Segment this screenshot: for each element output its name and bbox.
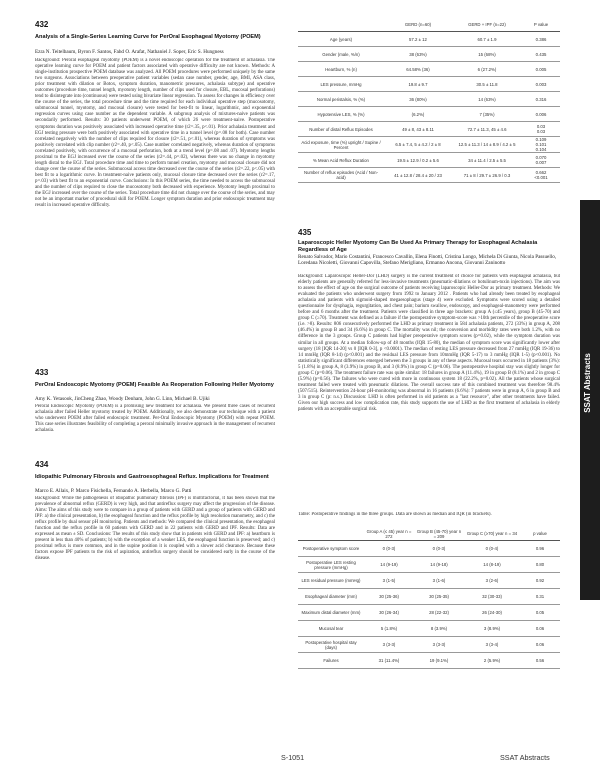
table-cell: 0.96 <box>520 541 560 557</box>
abstract-body-434: Background: While the pathogenesis of idiopathic pulmonary fibrosis (IPF) is multifactorial, it has been shown that the prevalence of abnormal reflux (GERD) is very high, and that antireflux surgery may affect the progression of the disease. Aims: The aims of this study were to compare in a group of patients with GERD and a group of patients with GERD and IPF: a) the clinical presentation, b) the esophageal function and the reflux profile by high resolution manometry, and c) the reflux profile by dual sensor pH monitoring. Patients and methods: We compared the clinical presentation, the esophageal function and the reflux profile in 60 patients with GERD and in 22 patients with GERD and IPF. Results: Data are expressed as mean ± SD. Conclusions: The results of this study show that in patients with GERD and IPF: a) heartburn is present in less than 40% of patients; b) with the exception of a weaker LES, the esophageal function is preserved; and c) proximal reflux is more common, and in the supine position it is coupled with a slower acid clearance. Because these factors expose IPF patients to the risk of aspiration, antireflux surgery should be considered early in the course of the disease. <box>35 496 275 562</box>
table-cell: 0.005 <box>522 62 560 77</box>
page-number: S-1051 <box>281 753 305 762</box>
table-row <box>298 77 560 92</box>
table-cell: 3 (8.9%) <box>464 621 520 637</box>
table-header-cell: Group C (≥70) year n = 34 <box>464 527 520 541</box>
table-cell: 0.05 <box>520 605 560 621</box>
table-row <box>298 137 560 153</box>
table-header-cell <box>298 18 384 32</box>
table-cell: 0.006 <box>522 107 560 122</box>
table-cell: 3 (1-6) <box>414 573 464 589</box>
table-cell: 0.06 <box>520 621 560 637</box>
table-cell: 38 (63%) <box>384 47 452 62</box>
table-cell: 0.435 <box>522 47 560 62</box>
table-cell: 6 (27.2%) <box>452 62 522 77</box>
table-cell: 3 (3-4) <box>464 637 520 653</box>
table-cell: Hypotensive LES, % (%) <box>298 107 384 122</box>
table-cell: 0.31 <box>520 589 560 605</box>
table-cell: 14 (9-18) <box>414 557 464 573</box>
abstract-authors-435: Renato Salvador, Mario Costantini, Francesco Cavallin, Elena Finotti, Cristina Longo, Michela Di Giunta, Nicola Passuello, Loredana Nicoletti, Giovanni Capovilla, Stefano Merigliano, Ermanno Ancona, Giovanni Zaninotto <box>298 254 557 267</box>
table-cell: 0.386 <box>522 32 560 47</box>
table-cell: % Mean Acid Reflux Duration <box>298 153 384 168</box>
table-cell: 5 (1.8%) <box>364 621 414 637</box>
table-cell: 3 (3-3) <box>364 637 414 653</box>
table-cell: 0.06 <box>520 637 560 653</box>
table-cell: 0.92 <box>520 573 560 589</box>
table-cell: 15 (68%) <box>452 47 522 62</box>
table-cell: 32 (30-33) <box>464 589 520 605</box>
table-row <box>298 621 560 637</box>
table-cell: 14 (63%) <box>452 92 522 107</box>
table-header-cell: Group A (≤ 45) year n = 272 <box>364 527 414 541</box>
table-cell: 57.2 ± 12 <box>384 32 452 47</box>
table-cell: 14 (8-19) <box>464 557 520 573</box>
table-cell: 60.7 ± 1.9 <box>452 32 522 47</box>
table-caption-435: Table: Postoperative findings in the three groups. Data are shown as median and IQR (in brackets). <box>298 512 492 517</box>
table-cell: 2 (5.9%) <box>464 653 520 669</box>
table-cell: 8 (3.9%) <box>414 621 464 637</box>
table-cell: 34 ± 11.4 / 2.5 ± 5.5 <box>452 153 522 168</box>
table-cell: LES pressure, mmHg <box>298 77 384 92</box>
abstract-body-433: Peroral Endoscopic Myotomy (POEM) is a promising new treatment for achalasia. We present three cases of recurrent achalasia after failed Heller myotomy treated by POEM. Additionally, we also demonstrate our technique with a patient who underwent POEM after failed endoscopic treatment. Per-Oral Endoscopic Myotomy (POEM) with repeat POEM. This case series illustrates feasibility of completing a peroral minimally invasive approach in the management of recurrent achalasia. <box>35 404 275 434</box>
table-cell: 0.80 <box>520 557 560 573</box>
table-cell: 0.003 <box>522 77 560 92</box>
table-cell: Postoperative hospital stay (days) <box>298 637 364 653</box>
table-row <box>298 605 560 621</box>
abstract-number-435: 435 <box>298 228 312 237</box>
table-cell: 30 (25-36) <box>364 589 414 605</box>
table-header-row <box>298 18 560 32</box>
abstract-number-434: 434 <box>35 460 49 469</box>
table-cell: 28 (22-32) <box>414 605 464 621</box>
abstract-title-432: Analysis of a Single-Series Learning Curve for PerOral Esophageal Myotomy (POEM) <box>35 34 261 40</box>
table-cell: 0.109 0.101 0.104 <box>522 137 560 153</box>
abstract-body-435: Background: Laparoscopic Heller-Dor (LHD) surgery is the current treatment of choice for patients with esophageal achalasia, but elderly patients are generally referred for less-invasive treatments (pneumatic-dilations or botulinum-toxin injections). The aim was to assess the effect of age on the surgical outcome of patients receiving laparoscopic Heller-Dor as primary treatment. Methods: We evaluated the patients who underwent surgery from 1992 to January 2012 . Patients who had already been treated by esophageal achalasia and patients with sigmoid-shaped megaesophagus (stage 4) were excluded. Symptoms were scored using a detailed questionnaire for dysphagia, regurgitation, and chest pain; barium swallow, endoscopy, and esophageal-manometry were performed before and 6 months after the treatment. Patients were classified in three age brackets: group A (≤45 years), group B (45-70) and group C (≥70). Treatment was defined as a failure if the postoperative symptom-score was >10th percentile of the preoperative score (i.e. >8). Results: 806 consecutively performed the LHD as primary treatment in 584 achalasia patients, 272 (33%) in group A, 208 (46.4%) in group B and 34 (6.6%) in group C. The mortality was nil; the conversion and morbidity rates were both 1.2%, with no difference in the 3 groups. Group C patients had higher preoperative symptom scores (p=0.02), while the symptom duration was similar in all groups. At a median follow-up of 48 months (IQR 15-80), the median of symptom score was significantly lower after surgery (18 [IQR 14-20] vs 0 [IQR 0-3], p <0.0001). The median of resting LES pressure decreased from 27 mmHg (IQR 19-36) to 14 mmHg (IQR 8-14) (p<0.001) and the residual LES pressure from 10mmHg (IQR 5-17) to 3 mmHg (IQR 1-5) (p<0.001). No statistically significant differences emerged between the 3 groups in any of these aspects. Mucosal tears occurred in 18 patients (3%): 5 (1.8%) in group A, 8 (3.9%) in group B, and 3 (8.9%) in group C (p=0.06). The postoperative hospital stay was slightly longer for group C (p=0.06). The treatment failure rate was quite similar: 18 failures in group A (11.4%), 19 in group B (8.1%) and 2 in group C (5.9%) (p=0.56). The failures who were cured with more in continuous system 18 (22.2%, p=0.02). All the patients whose surgical treatment failed were treated with pneumatic dilations. The overall success rate of this combined treatment was therefore 98.4% (507/515). Reintervention 24-hour pH-monitoring was abnormal in 16 patients (6.6%): 7 patients were in group A, 6 in group B and 3 in group C (p: n.s.) Discussion: LHD is often performed in old patients as a "last resource", after other treatments have failed. Given our high success and low complication rate, this study supports the use of LHD as the first treatment of achalasia in elderly patients with an acceptable surgical risk. <box>298 274 560 413</box>
table-header-cell <box>298 527 364 541</box>
table-cell: 36 (80%) <box>384 92 452 107</box>
table-header-cell: Group B (45-70) year n = 209 <box>414 527 464 541</box>
table-cell: Acid exposure, time (%) upright / Supine / Percent <box>298 137 384 153</box>
table-cell: 72.7 ± 11.3, 45 ± 4.6 <box>452 122 522 137</box>
table-cell: 49 ± 8, 43 ± 8.11 <box>384 122 452 137</box>
table-header-cell: p value <box>520 527 560 541</box>
table-cell: Gender (male, %/n) <box>298 47 384 62</box>
abstract-body-432: Background: Peroral esophageal myotomy (POEM) is a novel endoscopic operation for the treatment of achalasia. The operative learning curve for POEM and patient factors associated with operative difficulty are not known. Methods: A single-institution prospective POEM database was analyzed. All POEM procedures were performed uniquely by the same two surgeons. Associations between preoperative patient variables (sedan case number, gender, age, BMI, ASA class, prior treatment with dilation or Botox, symptom duration, manometric pressures, achalasia subtype) and operative outcomes (procedure time, tunnel length, myotomy length, number of clips used for closure, EBL, mucosal perforations) tend to disintegrate into (continuous) were tested using bivariate linear regression. To assess for changes in efficiency over the course of the series, the total procedure time and the time required for each individual operative step (mucosotomy, submucosal tunnel, myotomy, and mucosal closure) were tested for best-fit to linear, logarithmic, and exponential regression curves using case number as the dependent variable. A subgroup analysis of mixtures-naive patients was secondarily performed. Results: 30 patients underwent POEM, of which 26 were treatment-naive. Postoperative symptoms duration was positively associated with increased operative time (r2=.35, p<.01). Prior achalasia treatment and EGJ testing pressure were both positively associated with operative time in a tunnel level (p=.08 for both). Case number correlated negatively with the number of clips required for closure (r2=.51, p<.01), whereas duration of symptoms was positively correlated with clip number (r2=.40, p<.05). Case number correlated negatively, whereas duration of symptoms correlated positively, with occurrence of a mucosal perforation, both at a trend level (p=.08 and .07). Myotomy lengths proximal to the EGJ increased over the course of the series (r2=.44, p=.02), whereas there was no change in myotomy length distal to the EGJ. Total procedure time and time to perform tunnel creation, myotomy and mucosal closure did not change over the course of the series. Submucosal access time decreased over the course of the series (r2=.22, p<.05) with best fit to a logarithmic curve. In treatment-naive patients only, mucosal closure time decreased over the series (r2=.17, p=.03) with best fit to an exponential curve. Conclusions: In this POEM series, the time needed to access the submucosal and the number of clips required to close the mucosotomy both decreased with experience. Myotomy length proximal to the EGJ increased over the course of the series. Total procedure time did not change over the course of the series, and may not be an important marker of procedural skill for POEM. Longer symptom duration and prior endoscopic treatment may result in increased operative difficulty. <box>35 58 275 209</box>
table-row <box>298 653 560 669</box>
table-cell: 0.662 <0.001 <box>522 168 560 183</box>
table-cell: 7 (35%) <box>452 107 522 122</box>
table-row <box>298 122 560 137</box>
table-cell: 0.070 0.007 <box>522 153 560 168</box>
table-cell: Normal peristalsis, % (%) <box>298 92 384 107</box>
abstract-authors-434: Marco E. Allaix, P. Marco Fisichella, Fernando A. Herbella, Marco G. Patti <box>35 488 192 494</box>
table-cell: 12.5 ± 11.3 / 14 ± 8.9 / 4.2 ± 5 <box>452 137 522 153</box>
table-cell: Postoperative symptom score <box>298 541 364 557</box>
table-cell: 19.5 ± 12.9 / 0.2 ± 5.6 <box>384 153 452 168</box>
table-cell: 14 (9-19) <box>364 557 414 573</box>
table-cell: Mucosal tear <box>298 621 364 637</box>
abstract-title-434: Idiopathic Pulmonary Fibrosis and Gastroesophageal Reflux. Implications for Treatment <box>35 474 269 480</box>
table-cell: 64.58% (36) <box>384 62 452 77</box>
table-cell: 3 (1-5) <box>364 573 414 589</box>
table-cell: 3 (3-3) <box>414 637 464 653</box>
table-row <box>298 168 560 183</box>
table-cell: Number of reflux episodes (Acid / Non-acid) <box>298 168 384 183</box>
table-cell: 3 (2-6) <box>464 573 520 589</box>
table-cell: Number of distal Reflux Episodes <box>298 122 384 137</box>
table-row <box>298 573 560 589</box>
table-header-cell: P value <box>522 18 560 32</box>
table-row <box>298 92 560 107</box>
journal-section: SSAT Abstracts <box>500 753 550 762</box>
table-cell: 0 (0-3) <box>414 541 464 557</box>
abstract-authors-433: Amy K. Yetasook, JinCheng Zhao, Woody Denham, John G. Linn, Michael B. Ujiki <box>35 396 210 402</box>
table-cell: Postoperative LES resting pressure (mmHg) <box>298 557 364 573</box>
table-row <box>298 62 560 77</box>
table-row <box>298 32 560 47</box>
table-cell: Esophageal diameter (mm) <box>298 589 364 605</box>
gerd-ipf-table <box>298 18 560 183</box>
table-cell: LES residual pressure (mmHg) <box>298 573 364 589</box>
table-cell: 0.56 <box>520 653 560 669</box>
table-row <box>298 107 560 122</box>
table-cell: (6.2%) <box>384 107 452 122</box>
table-row <box>298 637 560 653</box>
table-row <box>298 153 560 168</box>
abstract-title-435: Laparoscopic Heller Myotomy Can Be Used As Primary Therapy for Esophageal Achalasia Regardless of Age <box>298 240 538 253</box>
table-header-row <box>298 527 560 541</box>
table-cell: 26 (24-30) <box>464 605 520 621</box>
table-cell: 0.316 <box>522 92 560 107</box>
abstract-title-433: PerOral Endoscopic Myotomy (POEM) Feasible As Reoperation Following Heller Myotomy <box>35 382 274 388</box>
table-cell: 30.5 ± 11.8 <box>452 77 522 92</box>
table-cell: 0.03 0.03 <box>522 122 560 137</box>
table-cell: 71 ± 8 / 29.7 ± 26.9 / 0.3 <box>452 168 522 183</box>
table-cell: Age (years) <box>298 32 384 47</box>
abstract-authors-432: Ezra N. Teitelbaum, Byron F. Santos, Fahd O. Arafat, Nathaniel J. Soper, Eric S. Hungness <box>35 49 224 55</box>
table-cell: 19.8 ± 9.7 <box>384 77 452 92</box>
table-cell: 0 (0-3) <box>364 541 414 557</box>
table-row <box>298 557 560 573</box>
table-cell: Failures <box>298 653 364 669</box>
table-cell: 0 (0-4) <box>464 541 520 557</box>
table-row <box>298 47 560 62</box>
table-cell: Maximum distal diameter (mm) <box>298 605 364 621</box>
table-cell: 30 (26-34) <box>364 605 414 621</box>
table-row <box>298 589 560 605</box>
achalasia-age-table <box>298 527 560 669</box>
table-cell: 19 (9.1%) <box>414 653 464 669</box>
table-header-cell: GERD + IPF (n=22) <box>452 18 522 32</box>
table-cell: 30 (25-35) <box>414 589 464 605</box>
abstract-number-432: 432 <box>35 20 49 29</box>
table-cell: 6.5 ± 7.4, 5 ± 4.2 / 2 ± 8 <box>384 137 452 153</box>
abstract-number-433: 433 <box>35 368 49 377</box>
table-cell: 31 (11.4%) <box>364 653 414 669</box>
table-cell: Heartburn, % (n) <box>298 62 384 77</box>
table-header-cell: GERD (n=60) <box>384 18 452 32</box>
sidebar-label: SSAT Abstracts <box>583 353 592 413</box>
table-row <box>298 541 560 557</box>
table-cell: 41 ± 12.8 / 28.4 ± 20 / 23 <box>384 168 452 183</box>
